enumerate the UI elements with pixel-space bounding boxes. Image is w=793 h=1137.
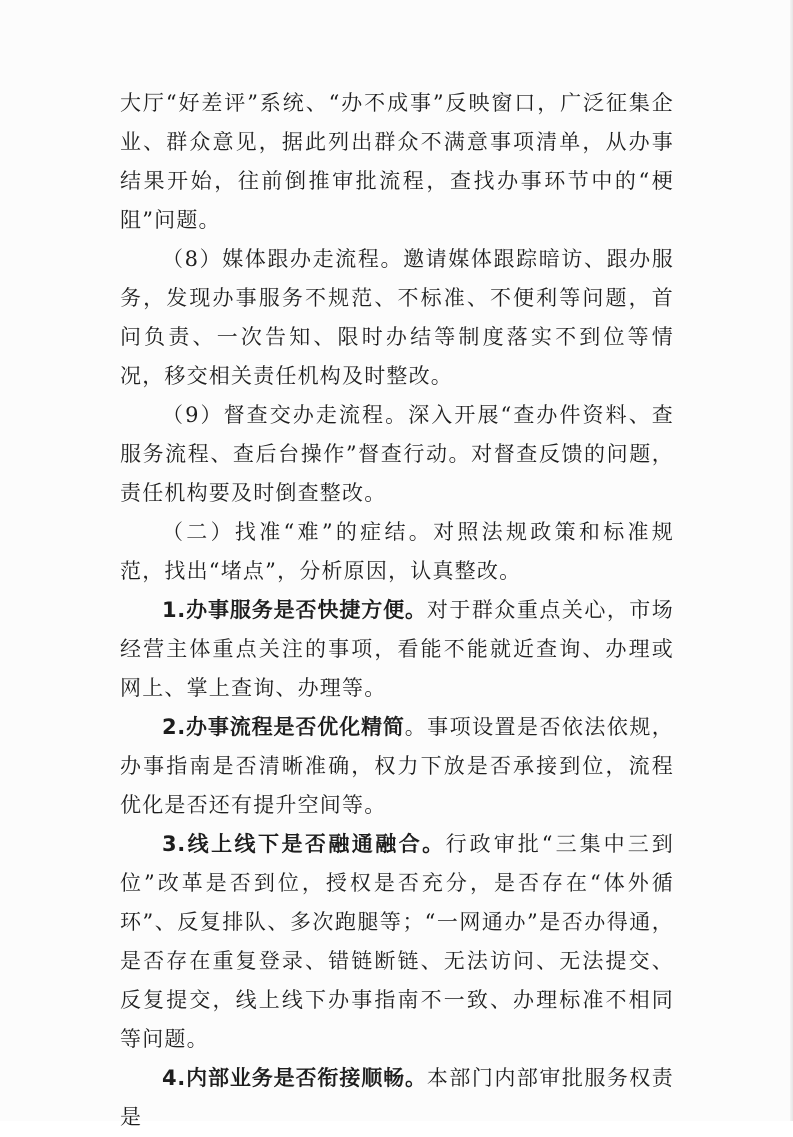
- paragraph-text: 对于群众重点关心，市场经营主体重点关注的事项，看能不能就近查询、办理或网上、掌上查询、办理等。: [120, 598, 675, 700]
- document-body: [120, 84, 674, 1137]
- section-heading-2: [120, 513, 674, 591]
- paragraph-item-8: [120, 240, 674, 396]
- paragraph-item-9: [120, 396, 674, 513]
- paragraph-text: （8）媒体跟办走流程。邀请媒体跟踪暗访、跟办服务，发现办事服务不规范、不标准、不便利等问题，首问负责、一次告知、限时办结等制度落实不到位等情况，移交相关责任机构及时整改。: [120, 247, 674, 388]
- paragraph-point-1: [120, 591, 674, 708]
- paragraph-text: （9）督查交办走流程。深入开展“查办件资料、查服务流程、查后台操作”督查行动。对督查反馈的问题，责任机构要及时倒查整改。: [120, 403, 674, 505]
- point-heading: 1.办事服务是否快捷方便。: [162, 598, 427, 622]
- paragraph-text: 本部门内部审批服务权责是: [120, 1066, 675, 1129]
- paragraph-point-4: [120, 1059, 674, 1137]
- paragraph-text: 。事项设置是否依法依规，办事指南是否清晰准确，权力下放是否承接到位，流程优化是否还有提升空间等。: [120, 715, 674, 817]
- paragraph-text: 行政审批“三集中三到位”改革是否到位，授权是否充分，是否存在“体外循环”、反复排队、多次跑腿等；“一网通办”是否办得通，是否存在重复登录、错链断链、无法访问、无法提交、反复提交，线上线下办事指南不一致、办理标准不相同等问题。: [120, 832, 674, 1051]
- point-heading: 4.内部业务是否衔接顺畅。: [162, 1066, 427, 1090]
- point-heading: 3.线上线下是否融通融合。: [162, 832, 446, 856]
- paragraph-text: （二）找准“难”的症结。对照法规政策和标准规范，找出“堵点”，分析原因，认真整改。: [120, 520, 674, 583]
- paragraph-point-2: [120, 708, 674, 825]
- point-heading: 2.办事流程是否优化精简: [162, 715, 405, 739]
- paragraph-text: 大厅“好差评”系统、“办不成事”反映窗口，广泛征集企业、群众意见，据此列出群众不满意事项清单，从办事结果开始，往前倒推审批流程，查找办事环节中的“梗阻”问题。: [120, 91, 674, 232]
- paragraph-point-3: [120, 825, 674, 1059]
- paragraph-continued: [120, 84, 674, 240]
